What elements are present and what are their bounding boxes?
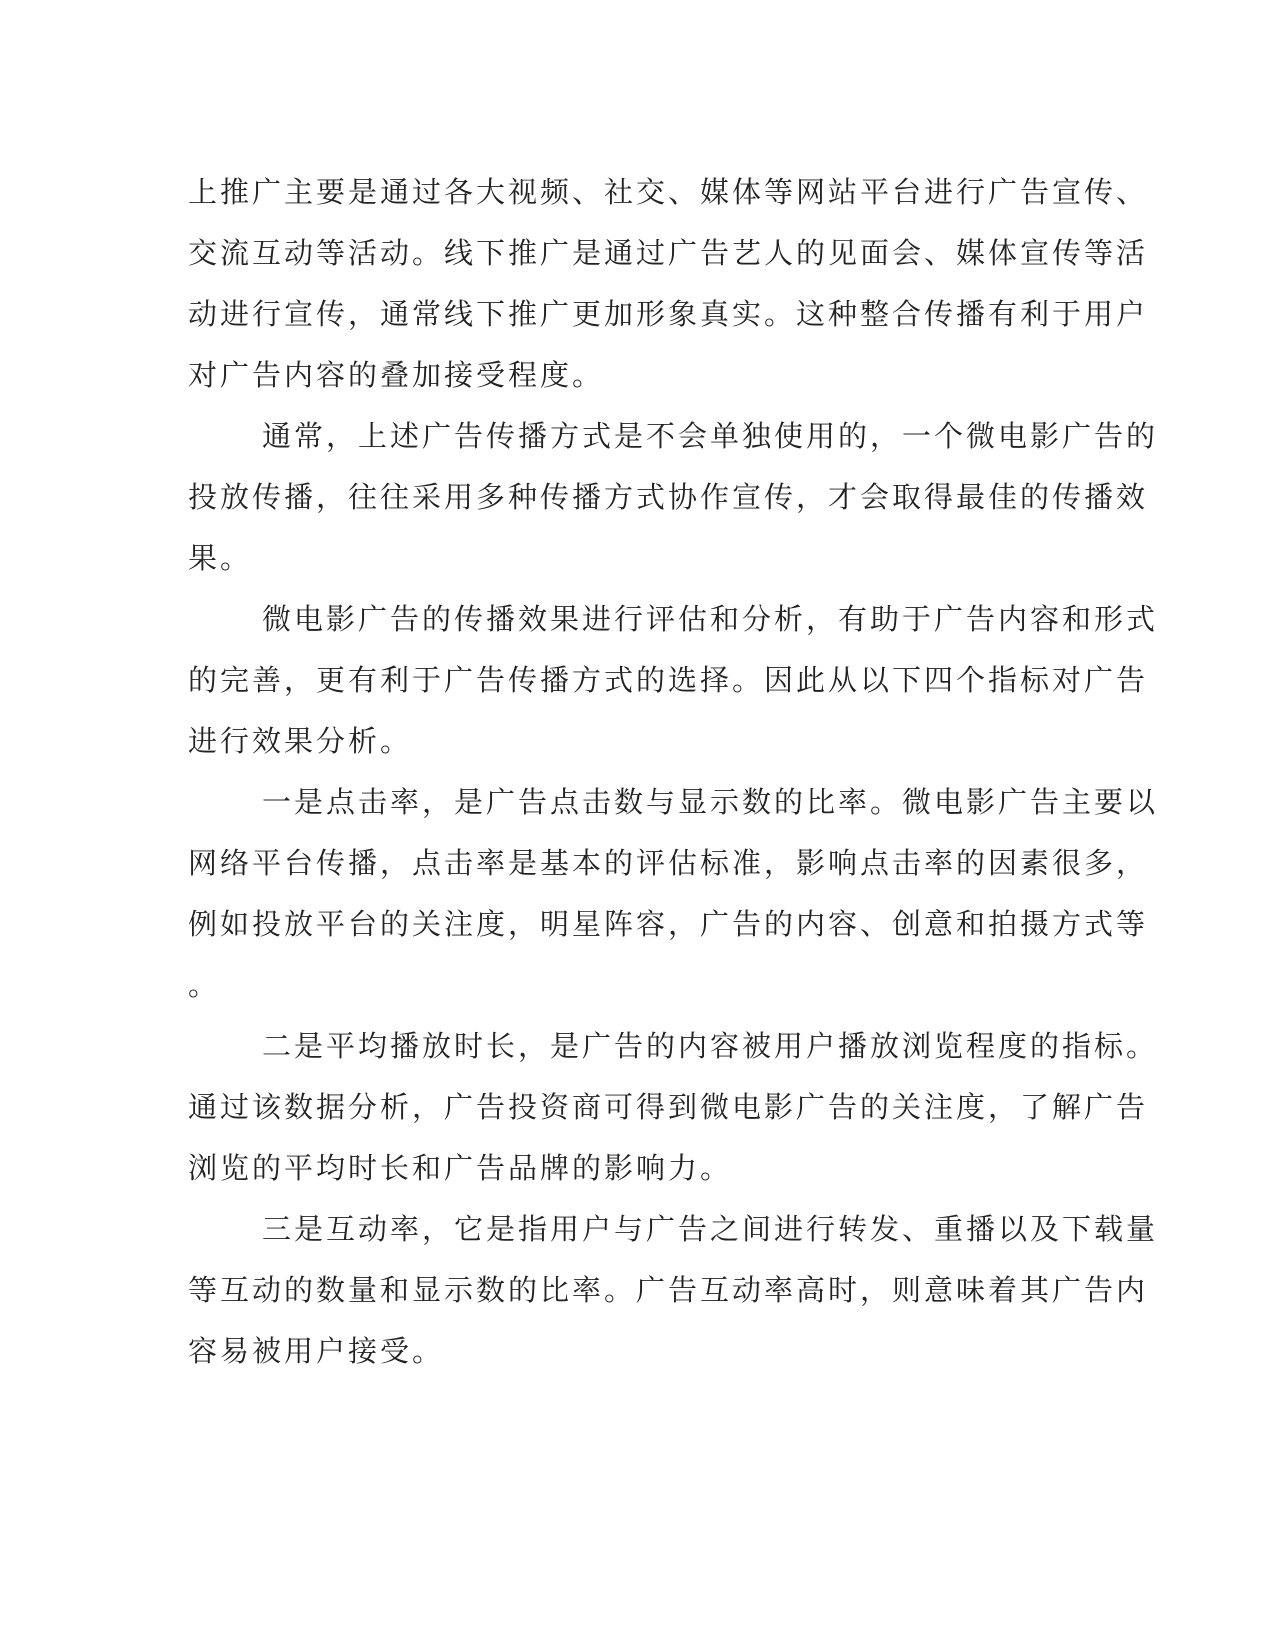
text-line: 通过该数据分析，广告投资商可得到微电影广告的关注度，了解广告	[188, 1090, 1149, 1124]
text-line: 果。	[188, 541, 253, 575]
paragraph-online-promotion	[188, 162, 1149, 406]
paragraph-click-rate	[188, 772, 1159, 1016]
text-line: 容易被用户接受。	[188, 1334, 445, 1368]
text-line: 对广告内容的叠加接受程度。	[188, 358, 605, 392]
paragraph-evaluation	[188, 589, 1159, 772]
body-text	[188, 162, 1159, 1382]
text-line: 浏览的平均时长和广告品牌的影响力。	[188, 1151, 733, 1185]
paragraph-combined-methods	[188, 406, 1159, 589]
text-line: 投放传播，往往采用多种传播方式协作宣传，才会取得最佳的传播效	[188, 480, 1149, 514]
paragraph-interaction-rate	[188, 1199, 1159, 1382]
text-line: 三是互动率，它是指用户与广告之间进行转发、重播以及下载量	[262, 1212, 1159, 1246]
text-line: 例如投放平台的关注度，明星阵容，广告的内容、创意和拍摄方式等	[188, 907, 1149, 941]
text-line: 进行效果分析。	[188, 724, 413, 758]
text-line: 等互动的数量和显示数的比率。广告互动率高时，则意味着其广告内	[188, 1273, 1149, 1307]
text-line: 交流互动等活动。线下推广是通过广告艺人的见面会、媒体宣传等活	[188, 236, 1149, 270]
text-line: 通常，上述广告传播方式是不会单独使用的，一个微电影广告的	[262, 419, 1159, 453]
text-line: 。	[188, 968, 221, 1002]
text-line: 二是平均播放时长，是广告的内容被用户播放浏览程度的指标。	[262, 1029, 1159, 1063]
text-line: 一是点击率，是广告点击数与显示数的比率。微电影广告主要以	[262, 785, 1159, 819]
paragraph-play-duration	[188, 1016, 1159, 1199]
text-line: 微电影广告的传播效果进行评估和分析，有助于广告内容和形式	[262, 602, 1159, 636]
text-line: 网络平台传播，点击率是基本的评估标准，影响点击率的因素很多，	[188, 846, 1149, 880]
text-line: 动进行宣传，通常线下推广更加形象真实。这种整合传播有利于用户	[188, 297, 1149, 331]
text-line: 上推广主要是通过各大视频、社交、媒体等网站平台进行广告宣传、	[188, 175, 1149, 209]
text-line: 的完善，更有利于广告传播方式的选择。因此从以下四个指标对广告	[188, 663, 1149, 697]
